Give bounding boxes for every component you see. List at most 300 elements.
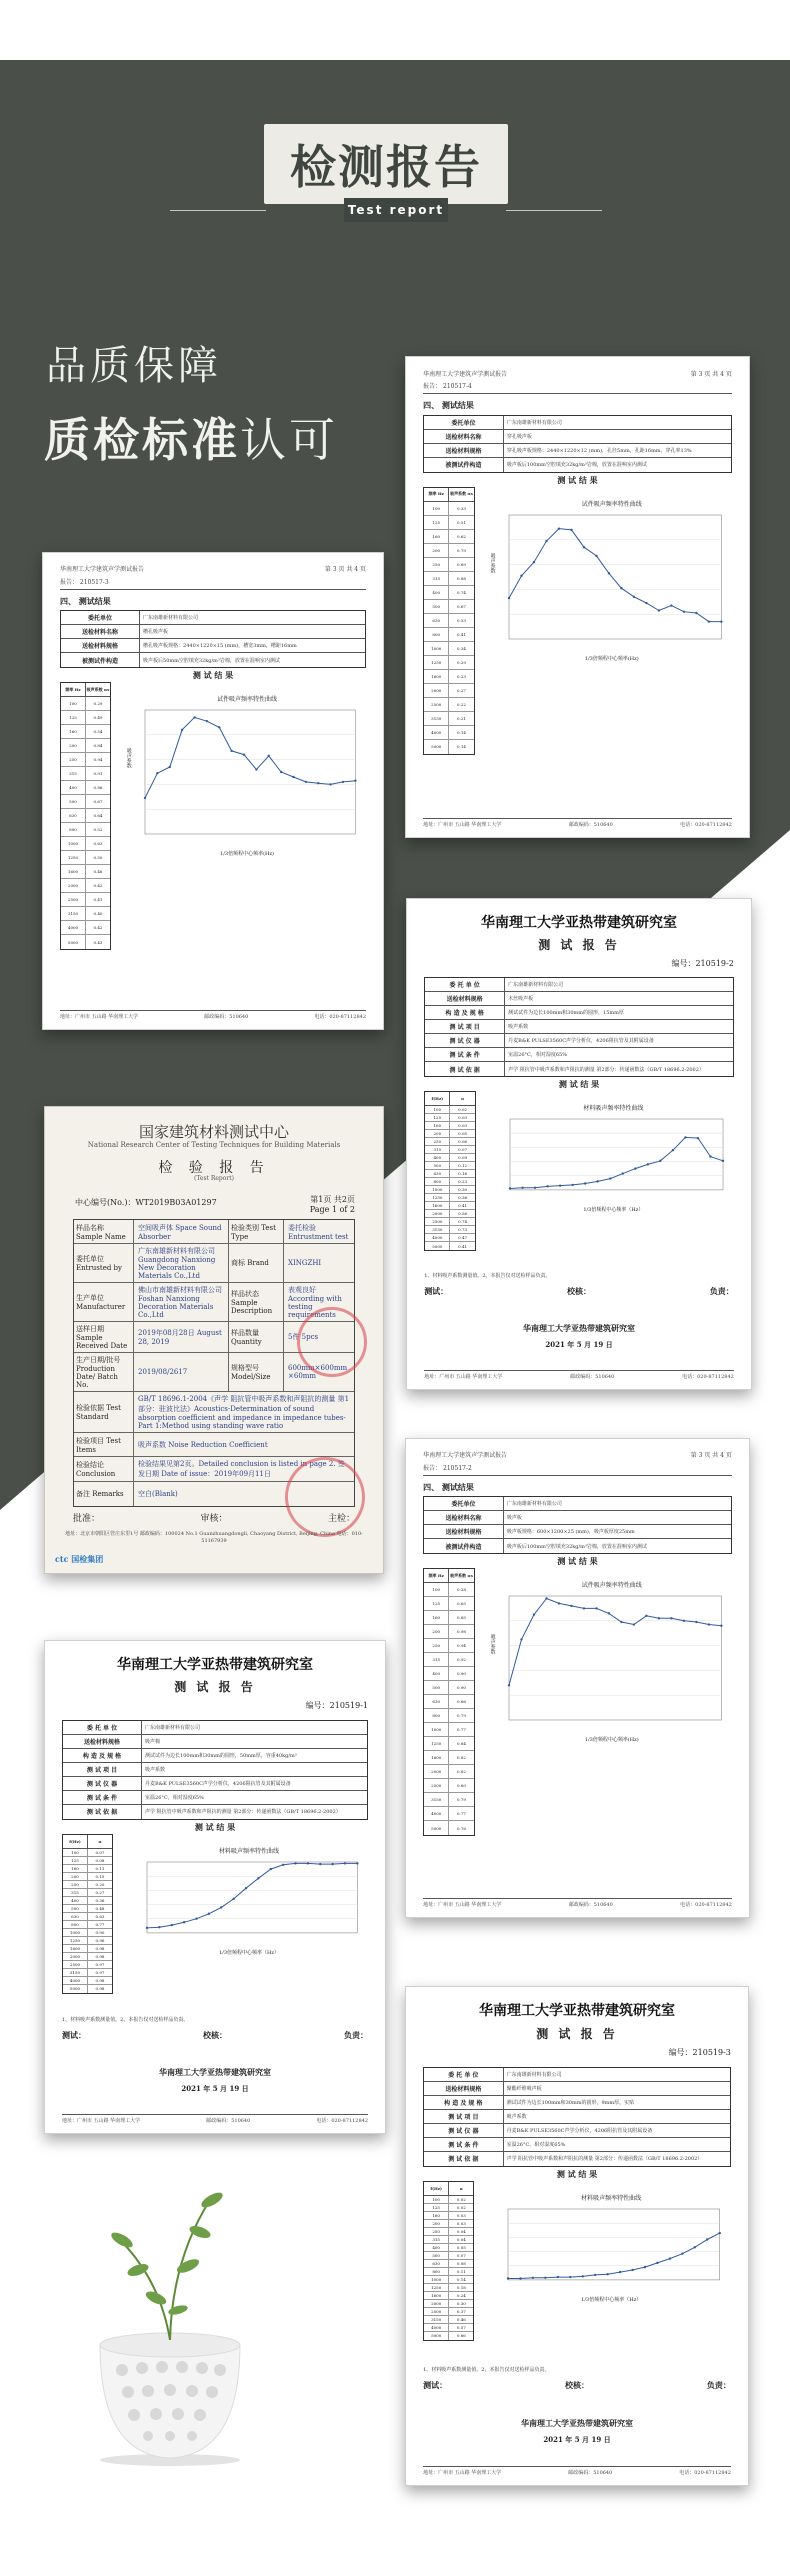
- info-row: [424, 416, 731, 430]
- table-row: [425, 1242, 475, 1250]
- table-row: [424, 1807, 473, 1821]
- table-row: [424, 586, 473, 600]
- report-notes: 1、材料吸声系数测量值。2、本报告仅对送检样品负责。: [423, 2367, 550, 2374]
- cert-value-secondary: 委托检验 Entrustment test: [288, 1223, 349, 1241]
- cell-frequency: 200: [63, 1873, 88, 1880]
- cert-value: 佛山市南雄新材料有限公司 Foshan Nanxiong Decoration Materials Co.,Ltd: [138, 1286, 222, 1319]
- cell-frequency: 630: [424, 1695, 449, 1708]
- footer-address: 地址：广州市 五山路 华南理工大学: [424, 1374, 503, 1381]
- cell-coefficient: 0.27: [457, 687, 466, 693]
- cell-frequency: 400: [63, 1897, 88, 1904]
- chart-x-label: 1/3倍频程中心频率（Hz）: [583, 1207, 644, 1214]
- cell-coefficient: 0.33: [457, 505, 466, 511]
- info-value: 丹麦B&K PULSE3560C声学分析仪，4206阻抗管及其附属设备: [145, 1780, 291, 1787]
- table-row: [61, 809, 110, 823]
- info-value: 吸声板: [506, 1515, 522, 1522]
- info-row: [424, 1511, 731, 1525]
- signature-row: [424, 1286, 734, 1297]
- table-row: [424, 600, 473, 614]
- issuing-org: 华南理工大学亚热带建筑研究室: [523, 1322, 635, 1333]
- cell-coefficient: 0.50: [93, 855, 103, 861]
- data-point: [520, 574, 522, 576]
- table-row: [424, 698, 473, 712]
- table-row: [61, 851, 110, 865]
- table-row: [424, 2316, 473, 2324]
- cell-coefficient: 0.67: [457, 603, 466, 609]
- table-row: [425, 1138, 475, 1146]
- info-row: [425, 1034, 733, 1048]
- data-point: [532, 561, 534, 563]
- info-value: 测试试件为边长100mm和30mm的圆形，15mm厚: [508, 1010, 624, 1017]
- info-value: 槽孔吸声板规格：2440×1220×15 (mm)，槽宽3mm，槽距16mm: [143, 643, 297, 650]
- table-row: [424, 2228, 473, 2236]
- data-point: [183, 1921, 185, 1923]
- cell-coefficient: 0.77: [457, 1727, 466, 1733]
- data-point: [569, 2276, 571, 2278]
- info-value: 广东南雄新材料有限公司: [145, 1724, 201, 1731]
- data-table-head: [424, 2182, 473, 2196]
- cell-frequency: 1000: [424, 2276, 449, 2283]
- cell-frequency: 160: [424, 2212, 449, 2219]
- cert-value: 检验结果见第2页。Detailed conclusion is listed in page 2. 签发日期 Date of issue：2019年09月11日: [138, 1460, 345, 1478]
- info-key: 测 试 项 目: [425, 1020, 505, 1033]
- table-row: [425, 1186, 475, 1194]
- head-coefficient: α: [459, 2185, 463, 2191]
- table-row: [424, 740, 473, 754]
- cell-coefficient: 0.90: [457, 1685, 466, 1691]
- data-point: [559, 1185, 561, 1187]
- info-value: 广东南雄新材料有限公司: [143, 615, 199, 622]
- data-point: [632, 1624, 634, 1626]
- cert-value: 空间吸声体 Space Sound Absorber: [138, 1223, 222, 1241]
- cell-frequency: 3150: [63, 1969, 88, 1976]
- cell-frequency: 1250: [425, 1194, 450, 1201]
- cell-frequency: 4000: [61, 921, 86, 934]
- info-key: 委托单位: [61, 611, 140, 624]
- cert-key: 委托单位 Entrusted by: [74, 1244, 134, 1282]
- head-coefficient: 吸声系数 αs: [450, 1572, 473, 1578]
- cell-frequency: 1250: [424, 656, 449, 669]
- info-key: 委托单位: [424, 1497, 504, 1510]
- info-value: 槽孔吸声板: [143, 629, 169, 636]
- data-point: [521, 1187, 523, 1189]
- info-key: 测 试 依 据: [424, 2152, 504, 2166]
- footer-address: 地址：广州市 五山路 华南理工大学: [60, 1014, 139, 1021]
- series-line: [510, 1138, 723, 1189]
- data-point: [356, 1862, 358, 1864]
- table-row: [63, 1953, 112, 1961]
- data-table: [60, 682, 111, 950]
- cell-coefficient: 0.03: [458, 1123, 468, 1129]
- table-row: [424, 2308, 473, 2316]
- table-row: [425, 1154, 475, 1162]
- info-key: 送检材料规格: [63, 1735, 142, 1748]
- data-point: [158, 1926, 160, 1928]
- data-point: [595, 554, 597, 556]
- data-point: [257, 1877, 259, 1879]
- cert-title-cn: 国家建筑材料测试中心: [138, 1123, 289, 1141]
- data-point: [582, 1608, 584, 1610]
- cell-coefficient: 0.02: [458, 1107, 468, 1113]
- head-coefficient: 吸声系数 αs: [450, 491, 473, 497]
- cell-coefficient: 0.29: [457, 659, 466, 665]
- cell-frequency: 2500: [424, 1779, 449, 1792]
- cell-coefficient: 0.73: [458, 1227, 468, 1233]
- cell-frequency: 5000: [63, 1985, 88, 1993]
- plot-frame: [145, 710, 355, 834]
- info-key: 委 托 单 位: [424, 2068, 504, 2081]
- table-row: [424, 2212, 473, 2220]
- cell-frequency: 400: [425, 1154, 450, 1161]
- info-value: 广东南雄新材料有限公司: [508, 982, 564, 989]
- cell-coefficient: 0.84: [93, 743, 103, 749]
- cell-frequency: 250: [63, 1881, 88, 1888]
- info-value: 声学 阻抗管中吸声系数和声阻抗的测量 第2部分：传递函数法（GB/T 18696.2-2002）: [145, 1809, 341, 1816]
- cell-coefficient: 0.63: [93, 841, 103, 847]
- data-point: [342, 781, 344, 783]
- cell-coefficient: 0.30: [458, 1187, 468, 1193]
- cell-coefficient: 0.98: [95, 1953, 105, 1959]
- info-value: 吸声系数: [508, 1024, 529, 1031]
- cell-frequency: 800: [424, 628, 449, 641]
- data-point: [146, 1926, 148, 1928]
- data-point: [546, 1186, 548, 1188]
- data-point: [230, 750, 232, 752]
- series-line: [509, 528, 721, 621]
- data-point: [682, 1620, 684, 1622]
- data-point: [319, 1863, 321, 1865]
- series-line: [508, 2233, 720, 2278]
- data-point: [709, 1156, 711, 1158]
- cell-coefficient: 0.14: [457, 744, 466, 750]
- cell-frequency: 200: [61, 739, 86, 752]
- tagline-standard-rest: 认可: [240, 413, 338, 467]
- info-row: [425, 1062, 733, 1076]
- data-point: [684, 1137, 686, 1139]
- table-row: [424, 628, 473, 642]
- cell-coefficient: 0.76: [457, 1825, 466, 1831]
- table-row: [63, 1897, 112, 1905]
- cell-coefficient: 0.47: [458, 1235, 468, 1241]
- cell-frequency: 4000: [424, 1807, 449, 1820]
- head-frequency: 频率 Hz: [424, 1569, 449, 1582]
- cell-coefficient: 0.23: [457, 673, 466, 679]
- cell-coefficient: 0.03: [456, 2220, 466, 2226]
- cell-coefficient: 0.94: [93, 757, 103, 763]
- info-table: [60, 610, 366, 668]
- cell-coefficient: 0.97: [95, 1961, 105, 1967]
- info-key: 被测试件构造: [424, 1539, 504, 1553]
- data-point: [304, 781, 306, 783]
- info-row: [61, 625, 365, 639]
- cell-frequency: 315: [425, 1146, 450, 1153]
- data-point: [207, 1912, 209, 1914]
- data-point: [507, 596, 509, 598]
- sig-check: 校核：: [565, 2380, 589, 2391]
- cell-frequency: 3150: [424, 1793, 449, 1806]
- cell-coefficient: 0.46: [456, 2316, 466, 2322]
- cell-coefficient: 0.98: [95, 1977, 105, 1983]
- report-footer: [423, 2466, 731, 2476]
- table-row: [424, 642, 473, 656]
- cell-coefficient: 0.41: [458, 1203, 468, 1209]
- data-point: [659, 1160, 661, 1162]
- cell-frequency: 160: [424, 530, 449, 543]
- info-row: [63, 1749, 367, 1763]
- data-point: [607, 2273, 609, 2275]
- table-row: [424, 712, 473, 726]
- cell-frequency: 800: [61, 823, 86, 836]
- cell-frequency: 100: [424, 502, 449, 515]
- cell-coefficient: 0.82: [457, 1769, 466, 1775]
- head-frequency: f(Hz): [425, 1092, 450, 1105]
- info-row: [425, 1006, 733, 1020]
- info-key: 测 试 项 目: [63, 1763, 142, 1776]
- cell-coefficient: 0.34: [457, 645, 466, 651]
- table-row: [424, 572, 473, 586]
- cell-coefficient: 0.41: [458, 1243, 468, 1249]
- info-row: [424, 2110, 730, 2124]
- data-point: [670, 604, 672, 606]
- data-point: [596, 1181, 598, 1183]
- cell-frequency: 2000: [425, 1210, 450, 1217]
- cell-frequency: 5000: [425, 1242, 450, 1250]
- cert-value-secondary: XINGZHI: [288, 1259, 322, 1267]
- cell-frequency: 3150: [61, 907, 86, 920]
- cell-frequency: 125: [61, 711, 86, 724]
- data-point: [594, 2273, 596, 2275]
- cell-frequency: 630: [425, 1170, 450, 1177]
- chart-x-label: 1/3倍频程中心频率(Hz): [220, 851, 274, 858]
- absorption-chart: [499, 1592, 725, 1732]
- info-value: 吸声系数: [506, 2113, 527, 2120]
- cell-frequency: 160: [63, 1865, 88, 1872]
- table-row: [424, 544, 473, 558]
- chart-y-label: 吸声系数: [125, 748, 132, 769]
- cert-title-en: National Research Center of Testing Techniques for Building Materials: [87, 1141, 341, 1149]
- cell-frequency: 1600: [425, 1202, 450, 1209]
- table-row: [425, 1210, 475, 1218]
- info-table: [62, 1720, 368, 1820]
- cell-frequency: 1600: [63, 1945, 88, 1952]
- info-value: 广东南雄新材料有限公司: [506, 1501, 562, 1508]
- data-point: [584, 1183, 586, 1185]
- cert-value-secondary: 600mm×600mm ×60mm: [288, 1364, 348, 1380]
- data-table-head: [424, 488, 473, 502]
- cell-coefficient: 0.16: [458, 1171, 468, 1177]
- cert-key: 检验项目 Test Items: [74, 1433, 134, 1456]
- report-header: [423, 369, 732, 378]
- cell-frequency: 125: [425, 1114, 450, 1121]
- cell-coefficient: 0.02: [456, 2204, 466, 2210]
- data-table-head: [63, 1835, 112, 1849]
- table-row: [425, 1162, 475, 1170]
- data-point: [344, 1862, 346, 1864]
- absorption-chart: [135, 706, 359, 846]
- table-row: [424, 1583, 473, 1597]
- cell-frequency: 160: [424, 1611, 449, 1624]
- plot-frame: [509, 1596, 721, 1720]
- data-point: [557, 527, 559, 529]
- info-key: 测 试 条 件: [425, 1048, 505, 1061]
- data-point: [532, 1614, 534, 1616]
- info-value: 测试试件为边长100mm和30mm的圆形，9mm厚，实贴: [506, 2099, 635, 2106]
- info-key: 测 试 条 件: [63, 1791, 142, 1804]
- cell-frequency: 250: [425, 1138, 450, 1145]
- cell-frequency: 630: [61, 809, 86, 822]
- data-point: [657, 2261, 659, 2263]
- table-row: [61, 865, 110, 879]
- cert-key-secondary: 商标 Brand: [228, 1244, 284, 1282]
- cell-coefficient: 0.80: [457, 1783, 466, 1789]
- cell-frequency: 500: [424, 1681, 449, 1694]
- cell-frequency: 100: [424, 1583, 449, 1596]
- badge-rule-left: [170, 210, 266, 211]
- cell-coefficient: 0.08: [456, 2260, 466, 2266]
- sig-test: 测试：: [424, 1286, 449, 1297]
- table-row: [424, 2196, 473, 2204]
- report-header-right: 第 3 页 共 4 页: [690, 370, 732, 378]
- series-line: [147, 1863, 357, 1927]
- cert-report-en: (Test Report): [194, 1175, 234, 1182]
- cert-page-en: Page 1 of 2: [309, 1205, 355, 1214]
- cell-coefficient: 0.74: [458, 1219, 468, 1225]
- table-row: [63, 1969, 112, 1977]
- cell-coefficient: 0.15: [95, 1873, 105, 1879]
- cell-coefficient: 0.90: [457, 1671, 466, 1677]
- info-value: 吸声板后100mm空腔填充32kg/m³岩棉，放置在混响室内测试: [506, 462, 647, 469]
- table-row: [424, 1681, 473, 1695]
- data-point: [195, 1917, 197, 1919]
- table-row: [61, 767, 110, 781]
- footer-postcode: 邮政编码：510640: [568, 822, 613, 829]
- info-row: [425, 992, 733, 1006]
- table-row: [424, 2236, 473, 2244]
- cell-frequency: 2500: [63, 1961, 88, 1968]
- data-point: [682, 610, 684, 612]
- cell-coefficient: 0.92: [457, 1657, 466, 1663]
- cell-frequency: 1250: [424, 2284, 449, 2291]
- info-value: 吸声棉: [145, 1738, 161, 1745]
- data-point: [634, 1168, 636, 1170]
- table-row: [61, 837, 110, 851]
- info-row: [424, 2138, 730, 2152]
- info-key: 测 试 依 据: [63, 1805, 142, 1819]
- cell-frequency: 2500: [424, 2308, 449, 2315]
- report-footer: [423, 1898, 732, 1908]
- cell-frequency: 315: [63, 1889, 88, 1896]
- table-row: [424, 2292, 473, 2300]
- info-value: 穿孔吸声板规格：2440×1220×12 (mm)，孔径5mm，孔距16mm，穿孔率13%: [506, 447, 692, 454]
- ctc-logo: ctc 国检集团: [55, 1554, 104, 1564]
- data-point: [507, 2277, 509, 2279]
- cell-coefficient: 0.20: [95, 1881, 105, 1887]
- cell-coefficient: 0.53: [457, 617, 466, 623]
- data-point: [156, 772, 158, 774]
- cell-frequency: 250: [61, 753, 86, 766]
- cell-coefficient: 0.94: [457, 1643, 466, 1649]
- info-value: 广东南雄新材料有限公司: [506, 419, 562, 426]
- data-point: [609, 1178, 611, 1180]
- data-point: [218, 726, 220, 728]
- cell-coefficient: 0.40: [93, 911, 103, 917]
- table-row: [424, 530, 473, 544]
- data-point: [620, 587, 622, 589]
- report-page-210519-2: [406, 898, 752, 1390]
- data-point: [719, 2232, 721, 2234]
- cell-coefficient: 0.37: [456, 2308, 466, 2314]
- info-key: 测 试 仪 器: [424, 2124, 504, 2137]
- footer-postcode: 邮政编码：510640: [570, 1374, 615, 1381]
- plot-frame: [147, 1862, 357, 1933]
- cell-frequency: 250: [424, 2228, 449, 2235]
- report-number: 编号：210519-3: [668, 2047, 731, 2057]
- cert-page-cn: 第1页 共2页: [310, 1195, 355, 1204]
- data-point: [292, 776, 294, 778]
- cell-coefficient: 0.41: [93, 897, 103, 903]
- cell-frequency: 200: [424, 1625, 449, 1638]
- cell-coefficient: 0.18: [456, 2284, 466, 2290]
- lab-report-title: 测 试 报 告: [174, 1680, 256, 1695]
- data-point: [695, 1621, 697, 1623]
- sig-approve: 负责：: [706, 2380, 731, 2391]
- cell-frequency: 500: [63, 1905, 88, 1912]
- cell-frequency: 1000: [425, 1186, 450, 1193]
- table-row: [424, 1737, 473, 1751]
- report-header-left: 华南理工大学建筑声学测试报告: [60, 566, 145, 574]
- cell-frequency: 1000: [63, 1929, 88, 1936]
- table-row: [424, 1779, 473, 1793]
- table-row: [63, 1849, 112, 1857]
- data-point: [557, 2276, 559, 2278]
- issuing-org: 华南理工大学亚热带建筑研究室: [159, 2066, 271, 2077]
- chart-title: 试件吸声频率特性曲线: [216, 696, 277, 704]
- info-row: [424, 2096, 730, 2110]
- cell-frequency: 400: [424, 586, 449, 599]
- cell-coefficient: 0.67: [93, 799, 103, 805]
- lab-report-title: 测 试 报 告: [536, 2026, 618, 2041]
- table-row: [63, 1873, 112, 1881]
- cell-coefficient: 0.21: [457, 715, 466, 721]
- cell-frequency: 4000: [424, 726, 449, 739]
- report-page-210519-3: [405, 1986, 749, 2486]
- data-point: [520, 1639, 522, 1641]
- cell-frequency: 4000: [63, 1977, 88, 1984]
- cell-frequency: 1000: [424, 1723, 449, 1736]
- info-row: [61, 611, 365, 625]
- cell-coefficient: 0.62: [457, 533, 466, 539]
- cell-coefficient: 0.06: [458, 1139, 468, 1145]
- sig-approve: 负责：: [709, 1286, 734, 1297]
- data-point: [570, 1605, 572, 1607]
- info-key: 送检材料规格: [425, 992, 505, 1005]
- page-title: 检测报告: [290, 140, 482, 194]
- cert-value: 空白(Blank): [138, 1490, 178, 1498]
- sig-check: 校核：: [203, 2029, 227, 2040]
- cert-sig-review: 审核：: [200, 1514, 228, 1524]
- table-row: [61, 781, 110, 795]
- data-table: [423, 2181, 474, 2341]
- cell-frequency: 315: [61, 767, 86, 780]
- table-row: [424, 558, 473, 572]
- data-point: [509, 1188, 511, 1190]
- cell-coefficient: 0.79: [457, 1713, 466, 1719]
- result-title: 测 试 结 果: [556, 2168, 598, 2179]
- table-row: [424, 1821, 473, 1835]
- info-row: [424, 2124, 730, 2138]
- table-row: [61, 921, 110, 935]
- cell-coefficient: 0.05: [458, 1131, 468, 1137]
